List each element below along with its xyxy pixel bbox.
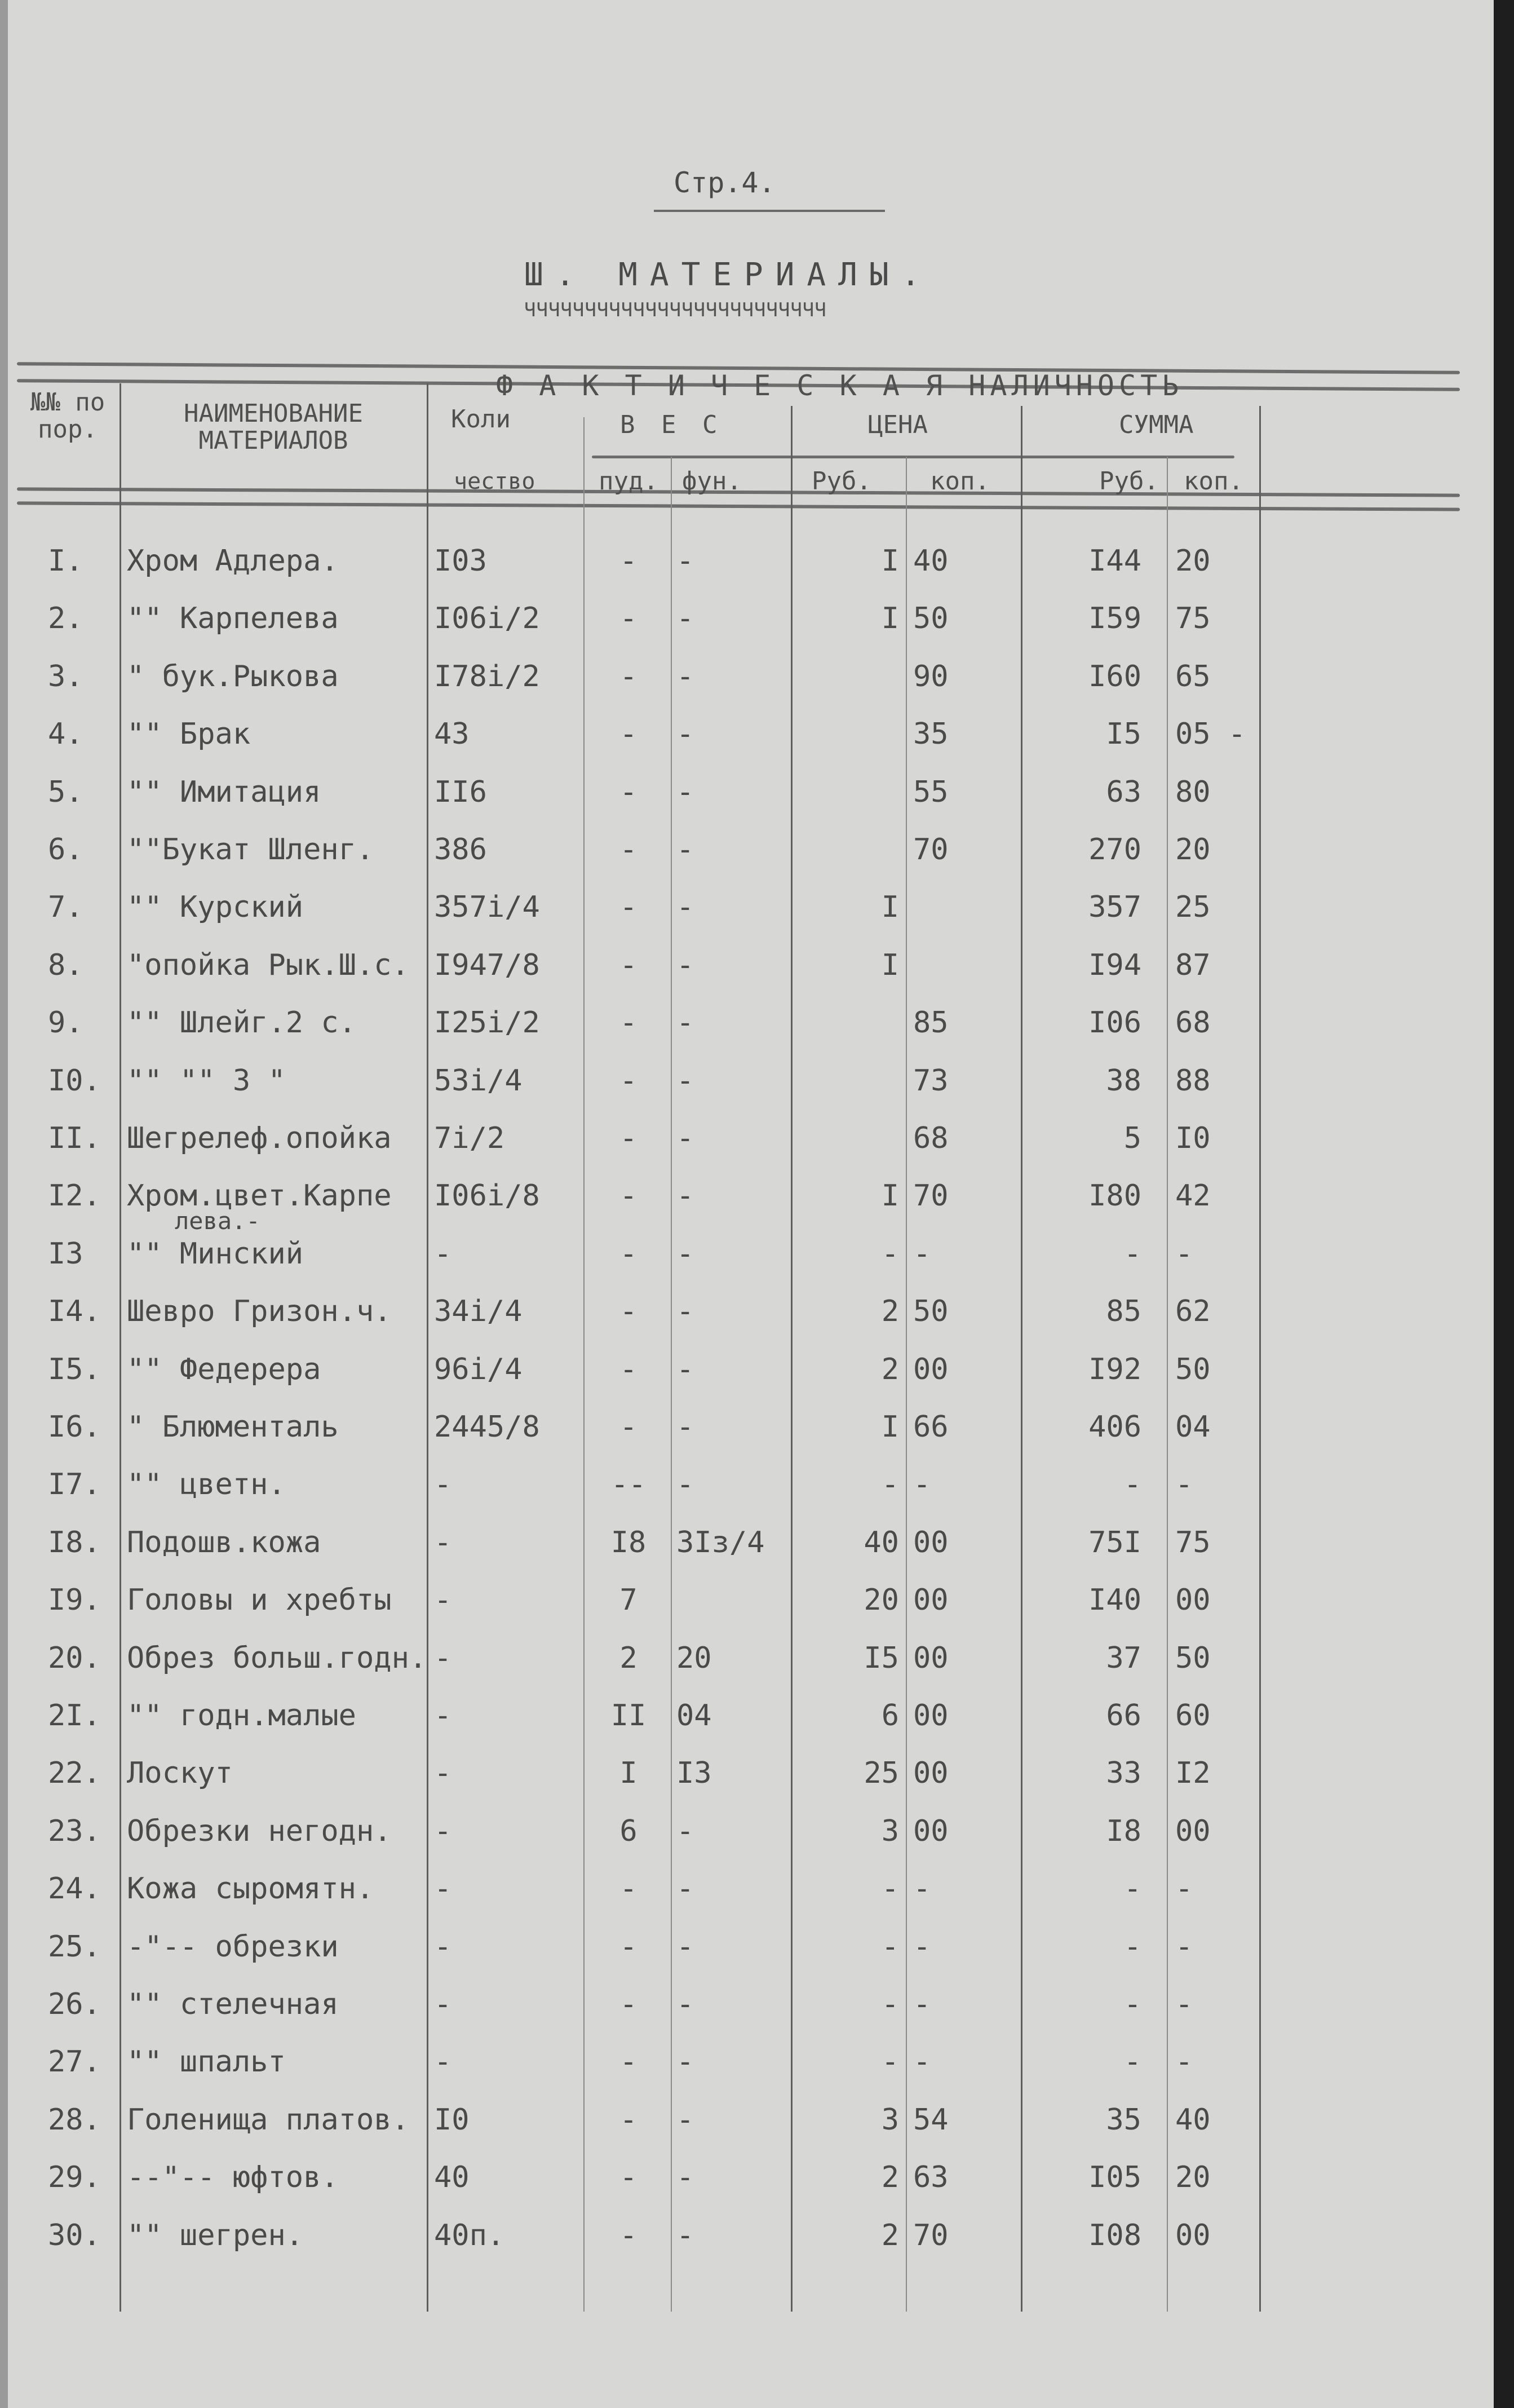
cell-srub: I94 [1088,948,1141,982]
cell-skop: 04 [1175,1410,1211,1444]
cell-pud: - [619,544,638,578]
cell-skop: 00 [1175,2218,1211,2252]
cell-kop: 66 [913,1410,949,1444]
cell-name: Хром Адлера. [127,544,339,578]
cell-kop: 50 [913,602,949,636]
cell-pud: - [619,1410,638,1444]
cell-pud: - [619,1236,638,1271]
cell-name: Головы и хребты [127,1583,392,1618]
cell-num: I2. [48,1179,101,1213]
cell-rub: - [881,2045,899,2079]
cell-qty: - [434,1525,452,1559]
cell-fun: - [676,1006,694,1040]
cell-name: Хром.цвет.Карпе [127,1179,392,1213]
cell-name: "" Брак [127,717,251,752]
cell-name: "опойка Рык.Ш.с. [127,948,409,982]
cell-rub: 6 [881,1699,899,1733]
cell-num: I4. [48,1294,101,1329]
cell-name: " бук.Рыкова [127,659,339,693]
cell-kop: 50 [913,1294,949,1329]
cell-kop: 54 [913,2102,949,2137]
cell-pud: - [619,1929,638,1964]
cell-pud: - [619,1872,638,1906]
cell-rub [795,775,899,809]
cell-fun: 04 [676,1699,712,1733]
cell-rub: I [881,1179,899,1213]
cell-qty: I06i/8 [434,1179,540,1213]
section-title: Ш. МАТЕРИАЛЫ. [524,257,933,293]
header-price-kop: коп. [930,467,990,496]
cell-num: 25. [48,1929,101,1964]
cell-skop: - [1175,1468,1193,1502]
header-qty-bottom: чество [454,469,535,494]
cell-name: "" шегрен. [127,2218,304,2252]
cell-num: I7. [48,1468,101,1502]
cell-fun: I3 [676,1756,712,1791]
header-group: Ф А К Т И Ч Е С К А Я НАЛИЧНОСТЬ [496,369,1184,402]
cell-srub: - [1123,1468,1141,1502]
cell-rub: 2 [881,2160,899,2195]
cell-fun: - [676,1814,694,1848]
cell-srub: I40 [1088,1583,1141,1618]
cell-fun: - [676,2160,694,2195]
cell-pud: 7 [619,1583,638,1618]
cell-name: Кожа сыромятн. [127,1872,374,1906]
cell-rub [795,1064,899,1098]
cell-qty: - [434,1641,452,1675]
col-divider [583,417,585,2312]
cell-skop: - [1175,1236,1193,1271]
header-price-rub: Руб. [812,467,871,496]
cell-srub: I05 [1088,2160,1141,2195]
cell-skop: 50 [1175,1352,1211,1386]
cell-kop: 00 [913,1525,949,1559]
cell-pud: - [619,602,638,636]
cell-num: 27. [48,2045,101,2079]
cell-srub: I92 [1088,1352,1141,1386]
header-subrule [592,456,1234,458]
cell-skop: 00 [1175,1583,1211,1618]
cell-fun: - [676,775,694,809]
cell-qty: I03 [434,544,487,578]
cell-qty: - [434,2045,452,2079]
cell-rub: I [881,544,899,578]
cell-srub: I80 [1088,1179,1141,1213]
cell-qty: 40п. [434,2218,505,2252]
cell-fun: - [676,2045,694,2079]
cell-skop: 75 [1175,602,1211,636]
cell-num: 5. [48,775,83,809]
cell-qty: I947/8 [434,948,540,982]
cell-qty: - [434,1236,452,1271]
cell-qty: 96i/4 [434,1352,523,1386]
cell-num: 20. [48,1641,101,1675]
header-sum-rub: Руб. [1099,467,1159,496]
header-rule-bottom-2 [17,501,1460,511]
cell-name: Подошв.кожа [127,1525,321,1559]
cell-num: 22. [48,1756,101,1791]
cell-pud: 6 [619,1814,638,1848]
cell-num: I8. [48,1525,101,1559]
cell-srub: - [1123,1236,1141,1271]
cell-qty: - [434,1756,452,1791]
header-weight: В Е С [620,410,723,439]
cell-name: "" Курский [127,890,304,925]
cell-srub: I8 [1106,1814,1141,1848]
cell-fun: 20 [676,1641,712,1675]
cell-srub: - [1123,1872,1141,1906]
cell-skop: I0 [1175,1121,1211,1155]
cell-name: Голенища платов. [127,2102,409,2137]
cell-fun: - [676,1410,694,1444]
cell-pud: - [619,1179,638,1213]
cell-pud: - [619,659,638,693]
cell-name: "" Имитация [127,775,321,809]
cell-fun: - [676,602,694,636]
cell-pud: - [619,717,638,752]
cell-pud: - [619,1063,638,1098]
cell-pud: - [619,1121,638,1155]
header-num: №№ по пор. [30,388,105,444]
cell-pud: - [619,2045,638,2079]
cell-skop: 88 [1175,1063,1211,1098]
cell-name: "" "" 3 " [127,1063,286,1098]
col-divider [671,457,672,2312]
cell-qty: I06i/2 [434,602,540,636]
cell-pud: - [619,1987,638,2021]
cell-rub: 2 [881,2218,899,2252]
cell-qty: II6 [434,775,487,809]
cell-pud: I [619,1756,638,1791]
cell-srub: 63 [1106,775,1141,809]
cell-qty: - [434,1987,452,2021]
cell-rub: 25 [864,1756,899,1791]
cell-skop: 87 [1175,948,1211,982]
cell-qty: I78i/2 [434,659,540,693]
cell-skop: - [1175,1872,1193,1906]
cell-srub: 37 [1106,1641,1141,1675]
cell-num: I3 [48,1236,83,1271]
cell-name: "" цветн. [127,1468,286,1502]
cell-fun: - [676,1179,694,1213]
cell-rub: - [881,1929,899,1964]
cell-name: Шегрелеф.опойка [127,1121,392,1155]
cell-rub: I5 [864,1641,899,1675]
cell-num: 28. [48,2102,101,2137]
cell-qty: - [434,1468,452,1502]
cell-num: II. [48,1121,101,1155]
cell-kop: 00 [913,1583,949,1618]
cell-skop: 42 [1175,1179,1211,1213]
cell-kop: - [913,2045,931,2079]
cell-name: --"-- юфтов. [127,2160,339,2195]
cell-srub: 5 [1123,1121,1141,1155]
cell-skop: 40 [1175,2102,1211,2137]
cell-fun: - [676,1236,694,1271]
cell-srub: 33 [1106,1756,1141,1791]
cell-qty: 357i/4 [434,890,540,925]
header-pud: пуд. [599,467,658,496]
cell-name: ""Букат Шленг. [127,833,374,867]
cell-skop: 62 [1175,1294,1211,1329]
cell-fun: - [676,2218,694,2252]
cell-kop: 70 [913,833,949,867]
cell-qty: I25i/2 [434,1006,540,1040]
cell-kop: - [913,1468,931,1502]
header-sum-kop: коп. [1184,467,1243,496]
cell-srub: - [1123,2045,1141,2079]
cell-kop: 00 [913,1641,949,1675]
cell-skop: 65 [1175,659,1211,693]
header-fun: фун. [682,467,742,496]
cell-kop: 90 [913,659,949,693]
cell-num: I0. [48,1063,101,1098]
cell-rub [795,717,899,751]
cell-pud: -- [610,1468,647,1502]
cell-fun: - [676,890,694,925]
cell-kop: 85 [913,1006,949,1040]
cell-qty: - [434,1929,452,1964]
cell-srub: 75I [1088,1525,1141,1559]
cell-skop: 80 [1175,775,1211,809]
cell-pud: - [619,2218,638,2252]
cell-num: 2. [48,602,83,636]
cell-pud: I8 [610,1525,647,1559]
cell-kop: 73 [913,1063,949,1098]
cell-kop: 70 [913,1179,949,1213]
section-title-underline: ЧЧЧЧЧЧЧЧЧЧЧЧЧЧЧЧЧЧЧЧЧЧЧЧЧ [524,299,827,321]
cell-fun: - [676,948,694,982]
cell-srub: 85 [1106,1294,1141,1329]
cell-fun: - [676,833,694,867]
cell-fun: 3Iз/4 [676,1525,765,1559]
cell-rub: - [881,1236,899,1271]
cell-kop: - [913,1236,931,1271]
cell-kop: 40 [913,544,949,578]
cell-kop: 63 [913,2160,949,2195]
cell-fun: - [676,1121,694,1155]
cell-qty: 53i/4 [434,1063,523,1098]
cell-kop: - [913,1929,931,1964]
cell-pud: 2 [619,1641,638,1675]
cell-rub: - [881,1987,899,2021]
header-name: НАИМЕНОВАНИЕ МАТЕРИАЛОВ [184,399,363,455]
col-divider [791,406,793,2312]
cell-rub [795,1121,899,1155]
cell-num: 8. [48,948,83,982]
cell-rub: I [881,948,899,982]
cell-num: 4. [48,717,83,752]
cell-qty: 386 [434,833,487,867]
cell-num: 6. [48,833,83,867]
cell-num: 3. [48,659,83,693]
cell-kop: 00 [913,1756,949,1791]
cell-name: "" Федерера [127,1352,321,1386]
cell-num: 2I. [48,1699,101,1733]
cell-skop: 20 [1175,833,1211,867]
cell-num: 30. [48,2218,101,2252]
cell-srub: 66 [1106,1699,1141,1733]
cell-kop: 70 [913,2218,949,2252]
cell-num: 26. [48,1987,101,2021]
cell-name: Лоскут [127,1756,233,1791]
cell-rub [795,1006,899,1040]
cell-skop: 00 [1175,1814,1211,1848]
cell-name: "" стелечная [127,1987,339,2021]
cell-name: "" шпальт [127,2045,286,2079]
cell-name: Обрезки негодн. [127,1814,392,1848]
cell-num: I6. [48,1410,101,1444]
cell-pud: II [610,1699,647,1733]
cell-kop: 00 [913,1352,949,1386]
cell-qty: 43 [434,717,470,752]
cell-kop: 00 [913,1699,949,1733]
page-number-underline [654,210,885,212]
cell-skop: 75 [1175,1525,1211,1559]
cell-qty: - [434,1583,452,1618]
cell-srub: 35 [1106,2102,1141,2137]
cell-num: I. [48,544,83,578]
header-price: ЦЕНА [868,410,928,439]
cell-srub: 38 [1106,1063,1141,1098]
cell-fun: - [676,544,694,578]
cell-qty: 34i/4 [434,1294,523,1329]
cell-pud: - [619,890,638,925]
cell-name: Шевро Гризон.ч. [127,1294,392,1329]
col-divider [1259,406,1261,2312]
cell-srub: 357 [1088,890,1141,925]
cell-srub: 406 [1088,1410,1141,1444]
cell-skop: 25 [1175,890,1211,925]
cell-skop: - [1175,1929,1193,1964]
cell-pud: - [619,1294,638,1329]
cell-srub: 270 [1088,833,1141,867]
cell-srub: I5 [1106,717,1141,752]
cell-num: I9. [48,1583,101,1618]
cell-skop: I2 [1175,1756,1211,1791]
cell-name: -"-- обрезки [127,1929,339,1964]
cell-kop: - [913,1872,931,1906]
cell-rub: 20 [864,1583,899,1618]
cell-rub: 3 [881,2102,899,2137]
cell-skop: - [1175,2045,1193,2079]
col-divider [119,383,121,2312]
cell-name: "" Шлейг.2 с. [127,1006,356,1040]
cell-fun: - [676,1352,694,1386]
cell-kop: 68 [913,1121,949,1155]
cell-skop: 20 [1175,2160,1211,2195]
cell-srub: - [1123,1929,1141,1964]
cell-fun: - [676,1468,694,1502]
col-divider [1021,406,1022,2312]
cell-num: 9. [48,1006,83,1040]
cell-name: "" годн.малые [127,1699,356,1733]
cell-fun: - [676,717,694,752]
cell-kop: 35 [913,717,949,752]
cell-rub [795,660,899,693]
col-divider [906,457,907,2312]
cell-skop: 20 [1175,544,1211,578]
cell-qty: I0 [434,2102,470,2137]
cell-num: 23. [48,1814,101,1848]
cell-pud: - [619,833,638,867]
cell-kop: - [913,1987,931,2021]
cell-rub: - [881,1468,899,1502]
cell-fun: - [676,2102,694,2137]
cell-num: 24. [48,1872,101,1906]
cell-kop: 55 [913,775,949,809]
cell-rub: - [881,1872,899,1906]
cell-srub: I59 [1088,602,1141,636]
cell-fun: - [676,659,694,693]
cell-pud: - [619,2160,638,2195]
cell-rub: 3 [881,1814,899,1848]
cell-pud: - [619,1352,638,1386]
cell-fun: - [676,1063,694,1098]
cell-num: I5. [48,1352,101,1386]
cell-rub: I [881,1410,899,1444]
cell-rub: I [881,602,899,636]
cell-skop: 68 [1175,1006,1211,1040]
cell-srub: I60 [1088,659,1141,693]
cell-srub: I44 [1088,544,1141,578]
col-divider [1167,457,1168,2312]
cell-fun: - [676,1929,694,1964]
cell-srub: I06 [1088,1006,1141,1040]
cell-fun: - [676,1987,694,2021]
cell-srub: I08 [1088,2218,1141,2252]
cell-qty: 7i/2 [434,1121,505,1155]
cell-pud: - [619,775,638,809]
cell-pud: - [619,948,638,982]
cell-skop: 50 [1175,1641,1211,1675]
cell-name-continued: лева.- [175,1207,260,1235]
cell-rub: I [881,890,899,925]
header-sum: СУММА [1119,410,1194,439]
cell-rub: 2 [881,1352,899,1386]
cell-name: Обрез больш.годн. [127,1641,427,1675]
cell-qty: - [434,1699,452,1733]
cell-rub: 2 [881,1294,899,1329]
cell-fun: - [676,1294,694,1329]
col-divider [427,383,428,2312]
cell-skop: - [1175,1987,1193,2021]
cell-fun: - [676,1872,694,1906]
cell-srub: - [1123,1987,1141,2021]
cell-num: 7. [48,890,83,925]
header-qty-top: Коли [451,405,511,434]
cell-skop: 05 - [1175,717,1246,752]
cell-name: " Блюменталь [127,1410,339,1444]
cell-qty: 2445/8 [434,1410,540,1444]
cell-rub [795,833,899,867]
cell-pud: - [619,1006,638,1040]
cell-pud: - [619,2102,638,2137]
cell-num: 29. [48,2160,101,2195]
cell-qty: 40 [434,2160,470,2195]
cell-name: "" Карпелева [127,602,339,636]
cell-rub: 40 [864,1525,899,1559]
cell-qty: - [434,1814,452,1848]
cell-name: "" Минский [127,1236,304,1271]
cell-kop: 00 [913,1814,949,1848]
cell-skop: 60 [1175,1699,1211,1733]
cell-qty: - [434,1872,452,1906]
page-number: Стр.4. [674,166,776,199]
